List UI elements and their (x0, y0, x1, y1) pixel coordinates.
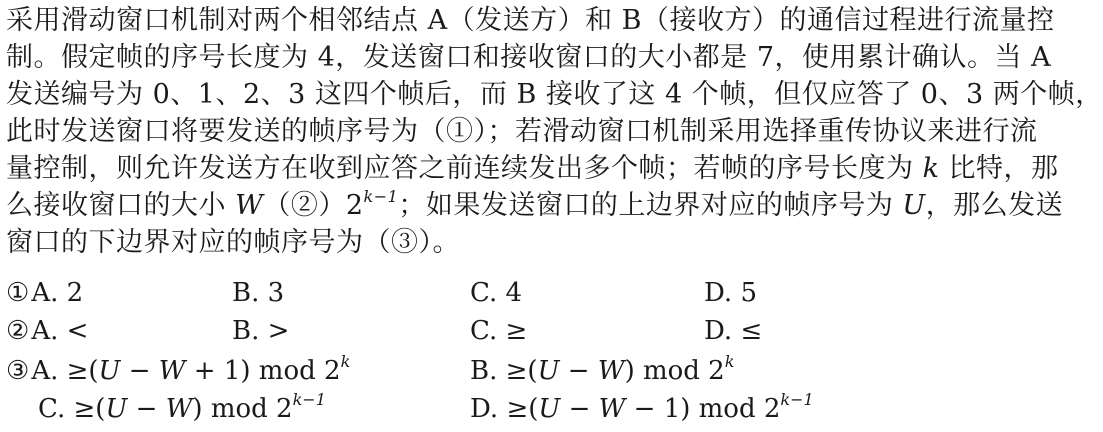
stem-line-2: 制。假定帧的序号长度为 4，发送窗口和接收窗口的大小都是 7，使用累计确认。当 A (6, 42, 1052, 73)
stem-line-6-text: 么接收窗口的大小 (6, 190, 236, 221)
q3-a-u: U (98, 356, 121, 386)
q3-a-sup: k (340, 352, 351, 372)
q3-a-pre: A. ≥( (31, 356, 99, 386)
stem-line-3: 发送编号为 0、1、2、3 这四个帧后，而 B 接收了这 4 个帧，但仅应答了 0、3 两个帧， (6, 79, 1103, 110)
q3-option-b[interactable] (470, 354, 734, 388)
q3-b-pre: B. ≥( (470, 356, 538, 386)
q3-option-d[interactable] (470, 392, 814, 426)
q3-d-w: W (598, 394, 626, 424)
stem-line-5-text: 量控制，则允许发送方在收到应答之前连续发出多个帧；若帧的序号长度为 (6, 153, 923, 184)
q3-b-mid: − (559, 356, 598, 386)
stem-line-4: 此时发送窗口将要发送的帧序号为（①）；若滑动窗口机制采用选择重传协议来进行流 (6, 116, 1038, 147)
stem-line-5 (6, 150, 1059, 187)
q3-b-u: U (537, 356, 560, 386)
q1-a-text: A. 2 (31, 278, 84, 308)
stem-line-6-end: ，那么发送 (925, 190, 1064, 221)
q2-mark: ② (6, 316, 30, 346)
q3-c-sup: k−1 (292, 390, 326, 410)
q3-b-tail: ) mod 2 (624, 356, 725, 386)
q3-b-w: W (597, 356, 625, 386)
var-k: k (922, 153, 940, 184)
q1-mark: ① (6, 278, 30, 308)
q2-option-a[interactable] (6, 314, 88, 348)
q2-a-text: A. < (31, 316, 89, 346)
exponent-k-1: k−1 (363, 187, 399, 206)
q2-option-d[interactable]: D. ≤ (704, 316, 763, 346)
q3-d-tail: − 1) mod 2 (625, 394, 781, 424)
q2-option-c[interactable]: C. ≥ (470, 316, 528, 346)
q3-c-u: U (105, 394, 128, 424)
q3-c-pre: C. ≥( (38, 394, 106, 424)
stem-line-6-mid: ；如果发送窗口的上边界对应的帧序号为 (398, 190, 903, 221)
q3-mark: ③ (6, 356, 30, 386)
q2-option-b[interactable]: B. > (232, 316, 290, 346)
q3-a-tail: + 1) mod 2 (185, 356, 341, 386)
q1-option-c[interactable]: C. 4 (470, 278, 523, 308)
q3-c-mid: − (127, 394, 166, 424)
stem-line-1: 采用滑动窗口机制对两个相邻结点 A（发送方）和 B（接收方）的通信过程进行流量控 (6, 5, 1055, 36)
stem-line-6 (6, 187, 1064, 224)
blank-2: （②）2 (263, 190, 364, 221)
q3-b-sup: k (724, 352, 735, 372)
q3-option-c[interactable] (38, 392, 326, 426)
stem-line-7: 窗口的下边界对应的帧序号为（③）。 (6, 227, 460, 258)
question-stem (6, 2, 1103, 261)
q1-option-d[interactable]: D. 5 (704, 278, 757, 308)
q1-option-b[interactable]: B. 3 (232, 278, 285, 308)
q3-d-sup: k−1 (780, 390, 814, 410)
stem-line-5-end: 比特，那 (939, 153, 1059, 184)
q3-c-w: W (165, 394, 193, 424)
q3-a-w: W (158, 356, 186, 386)
q3-d-mid: − (560, 394, 599, 424)
q3-d-u: U (538, 394, 561, 424)
var-u: U (902, 190, 926, 221)
q3-option-a[interactable] (6, 354, 350, 388)
q3-a-mid: − (120, 356, 159, 386)
q3-d-pre: D. ≥( (470, 394, 539, 424)
q1-option-a[interactable] (6, 276, 83, 310)
q3-c-tail: ) mod 2 (192, 394, 293, 424)
var-w: W (235, 190, 264, 221)
